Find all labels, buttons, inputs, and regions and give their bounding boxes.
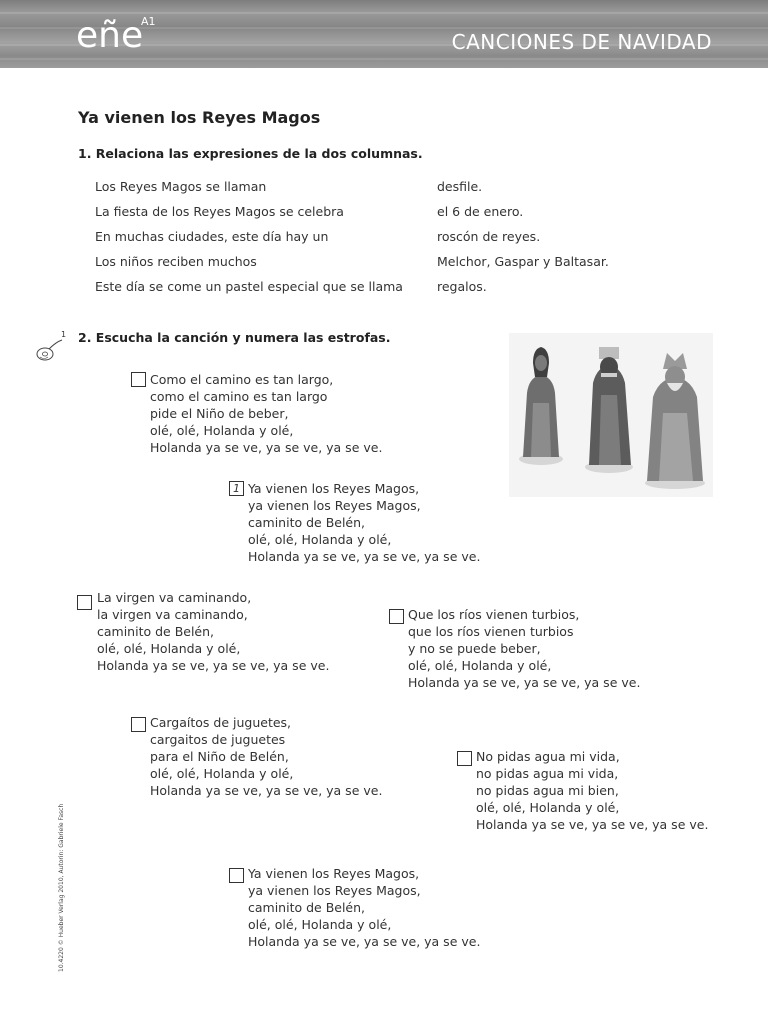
stanza-line: caminito de Belén, xyxy=(248,515,366,530)
stanza-number-box[interactable] xyxy=(229,868,244,883)
stanza-line: olé, olé, Holanda y olé, xyxy=(248,532,392,547)
three-kings-photo xyxy=(509,333,713,497)
section-title: CANCIONES DE NAVIDAD xyxy=(451,30,712,54)
copyright-note: 10.4220 © Hueber Verlag 2010, Autorin: Gabriele Fasch xyxy=(58,803,65,972)
match-left-item: La fiesta de los Reyes Magos se celebra xyxy=(95,204,344,219)
exercise-2-heading: 2. Escucha la canción y numera las estrofas. xyxy=(78,330,391,345)
stanza-line: no pidas agua mi vida, xyxy=(476,766,619,781)
stanza-number-box[interactable] xyxy=(131,717,146,732)
stanza-line: y no se puede beber, xyxy=(408,641,541,656)
stanza-line: Holanda ya se ve, ya se ve, ya se ve. xyxy=(150,440,383,455)
stanza-number-box[interactable] xyxy=(457,751,472,766)
stanza-line: Cargaítos de juguetes, xyxy=(150,715,292,730)
stanza-line: Holanda ya se ve, ya se ve, ya se ve. xyxy=(150,783,383,798)
audio-cd-icon xyxy=(34,334,64,364)
stanza xyxy=(97,589,329,674)
stanza-line: Ya vienen los Reyes Magos, xyxy=(248,481,420,496)
match-right-item: regalos. xyxy=(437,279,487,294)
track-number: 1 xyxy=(61,330,67,339)
stanza-line: Ya vienen los Reyes Magos, xyxy=(248,866,420,881)
stanza-line: para el Niño de Belén, xyxy=(150,749,289,764)
stanza-line: Holanda ya se ve, ya se ve, ya se ve. xyxy=(476,817,709,832)
stanza-line: ya vienen los Reyes Magos, xyxy=(248,498,421,513)
match-right-item: Melchor, Gaspar y Baltasar. xyxy=(437,254,609,269)
stanza-number-box[interactable] xyxy=(389,609,404,624)
match-left-item: Los Reyes Magos se llaman xyxy=(95,179,267,194)
match-right-item: el 6 de enero. xyxy=(437,204,524,219)
stanza-line: olé, olé, Holanda y olé, xyxy=(97,641,241,656)
stanza-line: cargaitos de juguetes xyxy=(150,732,286,747)
match-left-item: Los niños reciben muchos xyxy=(95,254,257,269)
stanza-line: No pidas agua mi vida, xyxy=(476,749,620,764)
stanza-line: caminito de Belén, xyxy=(97,624,215,639)
stanza xyxy=(150,371,382,456)
stanza-line: La virgen va caminando, xyxy=(97,590,252,605)
stanza-line: no pidas agua mi bien, xyxy=(476,783,619,798)
stanza-line: olé, olé, Holanda y olé, xyxy=(476,800,620,815)
stanza-line: olé, olé, Holanda y olé, xyxy=(408,658,552,673)
match-left-item: En muchas ciudades, este día hay un xyxy=(95,229,329,244)
stanza-line: Que los ríos vienen turbios, xyxy=(408,607,580,622)
stanza-number-box[interactable]: 1 xyxy=(229,481,244,496)
stanza-line: que los ríos vienen turbios xyxy=(408,624,574,639)
stanza-line: como el camino es tan largo xyxy=(150,389,328,404)
stanza-line: ya vienen los Reyes Magos, xyxy=(248,883,421,898)
stanza-line: Como el camino es tan largo, xyxy=(150,372,334,387)
level-badge: A1 xyxy=(141,15,156,28)
stanza-line: olé, olé, Holanda y olé, xyxy=(150,423,294,438)
stanza-line: Holanda ya se ve, ya se ve, ya se ve. xyxy=(248,934,481,949)
page-title: Ya vienen los Reyes Magos xyxy=(78,108,321,127)
stanza-line: pide el Niño de beber, xyxy=(150,406,289,421)
stanza xyxy=(248,480,480,565)
stanza xyxy=(150,714,382,799)
match-left-item: Este día se come un pastel especial que se llama xyxy=(95,279,403,294)
exercise-1-heading: 1. Relaciona las expresiones de la dos columnas. xyxy=(78,146,423,161)
stanza-line: Holanda ya se ve, ya se ve, ya se ve. xyxy=(408,675,641,690)
match-right-item: roscón de reyes. xyxy=(437,229,541,244)
match-right-item: desfile. xyxy=(437,179,483,194)
stanza-line: la virgen va caminando, xyxy=(97,607,248,622)
logo: eñe xyxy=(76,15,144,56)
stanza xyxy=(408,606,640,691)
stanza-line: caminito de Belén, xyxy=(248,900,366,915)
stanza-line: olé, olé, Holanda y olé, xyxy=(248,917,392,932)
stanza-line: Holanda ya se ve, ya se ve, ya se ve. xyxy=(97,658,330,673)
stanza xyxy=(248,865,480,950)
stanza-number-box[interactable] xyxy=(131,372,146,387)
stanza-line: olé, olé, Holanda y olé, xyxy=(150,766,294,781)
header-banner xyxy=(0,0,768,68)
stanza-line: Holanda ya se ve, ya se ve, ya se ve. xyxy=(248,549,481,564)
stanza xyxy=(476,748,708,833)
stanza-number-box[interactable] xyxy=(77,595,92,610)
